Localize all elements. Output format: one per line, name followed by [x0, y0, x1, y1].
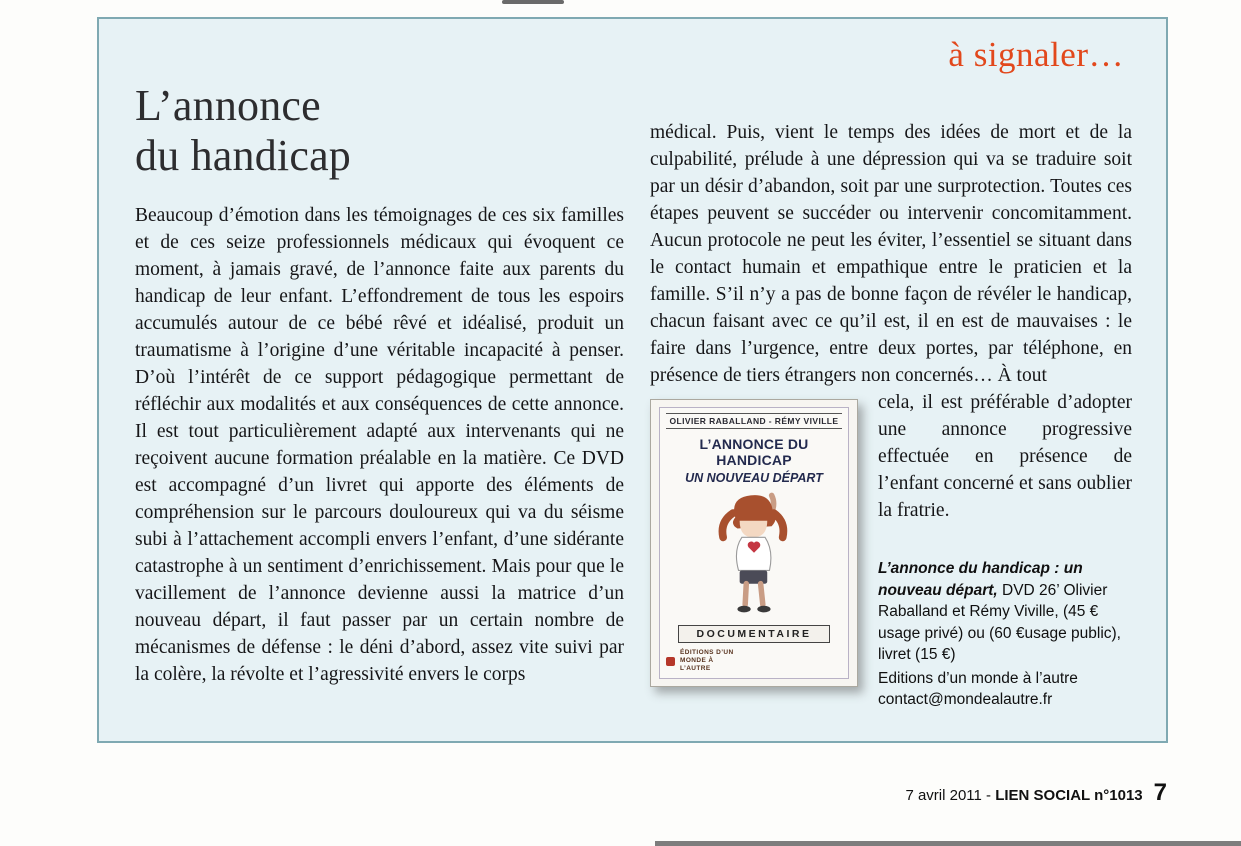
dvd-authors: OLIVIER RABALLAND - RÉMY VIVILLE	[666, 413, 842, 429]
article-box	[97, 17, 1168, 743]
caption-details: DVD 26’ Olivier Raballand et Rémy Viville, (45 € usage privé) ou (60 €usage public), livret (15 €)	[878, 581, 1121, 663]
dvd-subtitle: UN NOUVEAU DÉPART	[685, 471, 823, 485]
dvd-cover-inner	[659, 407, 849, 679]
caption-publisher: Editions d’un monde à l’autre	[878, 669, 1078, 687]
article-title-line1: L’annonce	[135, 81, 321, 130]
article-body-left: Beaucoup d’émotion dans les témoignages de ces six familles et de ces seize professionnels médicaux qui évoquent ce moment, à jamais gravé, de l’annonce faite aux parents du handicap de leur enfant. L’effondrement de tous les espoirs accumulés autour de ce bébé rêvé et idéalisé, produit un traumatisme à l’origine d’une véritable incapacité à penser. D’où l’intérêt de ce support pédagogique permettant de réfléchir aux modalités et aux conséquences de cette annonce. Il est tout particulièrement adapté aux intervenants qui ne reçoivent aucune formation préalable en la matière. Ce DVD est accompagné d’un livret qui apporte des éléments de compréhension sur le parcours douloureux qui va du séisme subi à l’attachement accompli envers l’enfant, d’une sidérante catastrophe à un sentiment d’enrichissement. Mais pour que le vacillement de l’annonce devienne aussi la matrice d’un nouveau départ, il faut passer par un certain nombre de mécanismes de défense : le déni d’abord, assez vite suivi par la colère, la révolte et l’agressivité envers le corps	[135, 205, 624, 685]
article-body-right: médical. Puis, vient le temps des idées de mort et de la culpabilité, prélude à une dépression qui va se traduire soit par un désir d’abandon, soit par une surprotection. Toutes ces étapes peuvent se succéder ou intervenir concomitamment. Aucun protocole ne peut les éviter, l’essentiel se situant dans le contact humain et empathique entre le praticien et la famille. S’il n’y a pas de bonne façon de révéler le handicap, chacun faisant avec ce qu’il est, il en est de mauvaises : le faire dans l’urgence, entre deux portes, par téléphone, en présence de tiers étrangers non concernés… À tout	[650, 122, 1132, 386]
caption-contact: contact@mondealautre.fr	[878, 691, 1053, 708]
article-title-line2: du handicap	[135, 131, 352, 180]
dvd-publisher	[666, 649, 842, 673]
footer-journal-name: LIEN SOCIAL n°1013	[995, 787, 1143, 804]
section-label: à signaler…	[948, 35, 1124, 74]
right-column	[650, 119, 1132, 711]
left-column	[135, 81, 624, 688]
article-body-wrapped: cela, il est préférable d’adopter une annonce progressive effectuée en présence de l’enfant concerné et sans oublier la fratrie.	[878, 392, 1132, 521]
footer-page-number: 7	[1153, 779, 1167, 806]
dvd-illustration	[666, 485, 842, 625]
child-drawing-icon	[702, 491, 806, 619]
dvd-genre-label: DOCUMENTAIRE	[678, 625, 831, 643]
dvd-title: L’ANNONCE DU HANDICAP	[699, 436, 809, 468]
page-footer	[905, 779, 1167, 807]
scan-artifact-top	[502, 0, 564, 4]
article-title	[135, 81, 624, 181]
publisher-logo-icon	[666, 657, 675, 666]
caption-title: L’annonce du handicap : un nouveau départ,	[878, 560, 1083, 599]
dvd-cover-image	[650, 399, 858, 687]
scan-artifact-bottom	[655, 841, 1241, 846]
dvd-publisher-name: ÉDITIONS D’UN MONDE À L’AUTRE	[680, 649, 734, 672]
footer-date: 7 avril 2011 -	[905, 787, 996, 804]
